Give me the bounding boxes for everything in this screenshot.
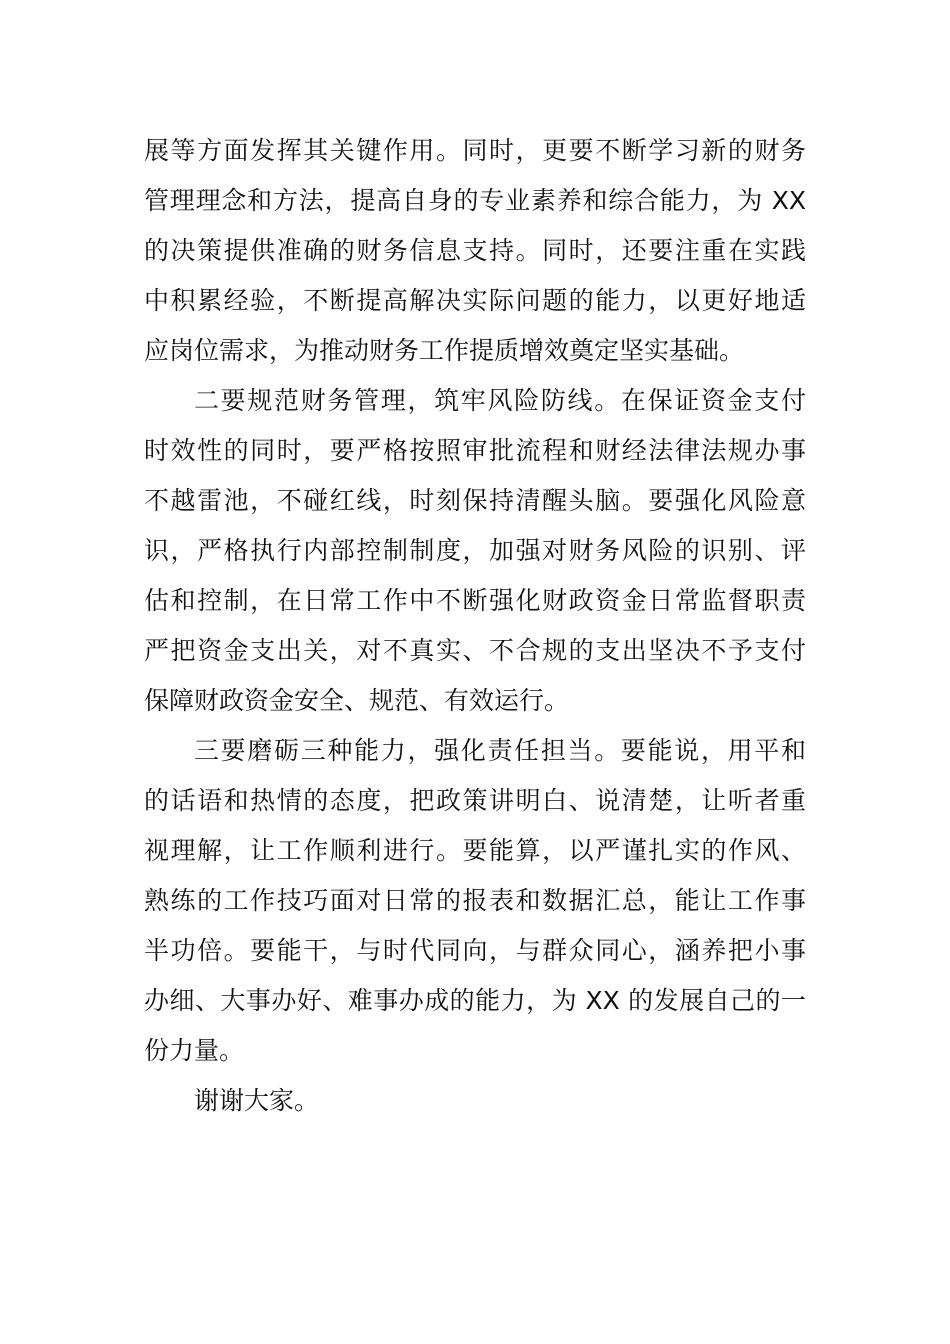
paragraph-closing [144,1076,806,1126]
paragraph-financial-learning [144,126,806,376]
text-line: 的决策提供准确的财务信息支持。同时，还要注重在实践 [144,236,806,265]
text-line: 份力量。 [144,1036,245,1065]
text-line: 严把资金支出关，对不真实、不合规的支出坚决不予支付 [144,636,806,665]
text-line: 估和控制，在日常工作中不断强化财政资金日常监督职责 [144,586,806,615]
text-line: 不越雷池，不碰红线，时刻保持清醒头脑。要强化风险意 [144,486,806,515]
text-line: 熟练的工作技巧面对日常的报表和数据汇总，能让工作事 [144,886,806,915]
text-line: 中积累经验，不断提高解决实际问题的能力，以更好地适 [144,286,806,315]
text-line: 识，严格执行内部控制制度，加强对财务风险的识别、评 [144,536,806,565]
paragraph-three-abilities [144,726,806,1076]
text-line: 展等方面发挥其关键作用。同时，更要不断学习新的财务 [144,136,806,165]
text-line: 的话语和热情的态度，把政策讲明白、说清楚，让听者重 [144,786,806,815]
text-line: 二要规范财务管理，筑牢风险防线。在保证资金支付 [194,386,806,415]
text-line: 应岗位需求，为推动财务工作提质增效奠定坚实基础。 [144,336,745,365]
paragraph-financial-management [144,376,806,726]
text-line: 保障财政资金安全、规范、有效运行。 [144,686,570,715]
text-line: 视理解，让工作顺利进行。要能算，以严谨扎实的作风、 [144,836,806,865]
text-line: 半功倍。要能干，与时代同向，与群众同心，涵养把小事 [144,936,806,965]
text-line: 三要磨砺三种能力，强化责任担当。要能说，用平和 [194,736,806,765]
document-body [144,126,806,1126]
text-line: 时效性的同时，要严格按照审批流程和财经法律法规办事 [144,436,806,465]
text-line: 办细、大事办好、难事办成的能力，为 XX 的发展自己的一 [144,986,806,1015]
closing-thanks: 谢谢大家。 [194,1086,320,1115]
text-line: 管理理念和方法，提高自身的专业素养和综合能力，为 XX [144,186,806,215]
